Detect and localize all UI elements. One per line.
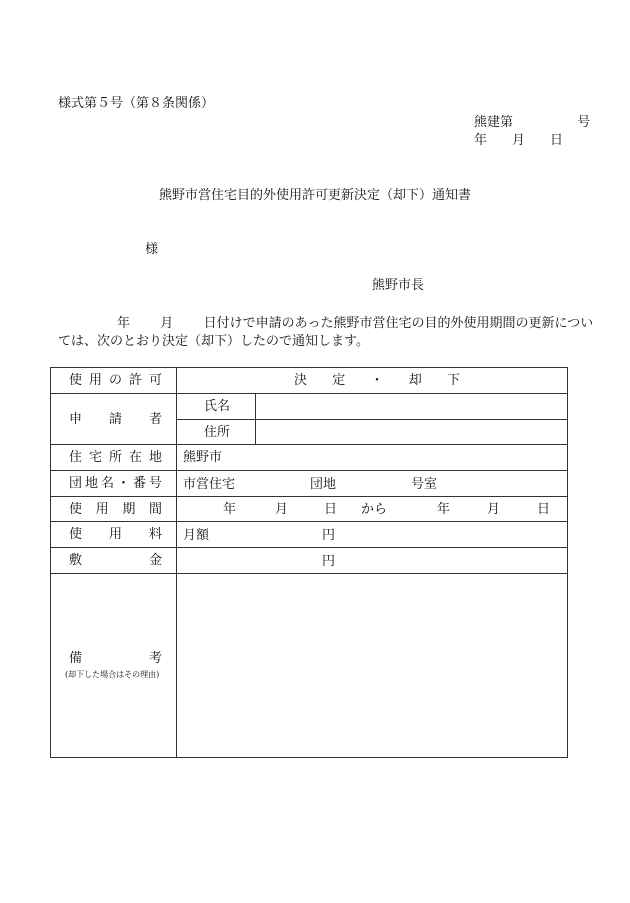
permit-options-cell: [177, 368, 568, 394]
period-month-1: 月: [275, 502, 289, 517]
period-day-2: 日: [537, 502, 551, 517]
period-year-1: 年: [223, 502, 237, 517]
complex-prefix: 市営住宅: [183, 477, 236, 492]
period-label-cell: [51, 497, 177, 522]
notice-table: [50, 367, 568, 758]
row-applicant-name: [51, 394, 568, 420]
remarks-label: 備 考: [69, 651, 162, 666]
row-complex: [51, 471, 568, 497]
form-number: 様式第５号（第８条関係）: [58, 96, 215, 111]
name-label: 氏名: [177, 394, 256, 420]
period-from: から: [361, 502, 388, 517]
name-field[interactable]: [256, 394, 568, 420]
document-number: [474, 116, 590, 129]
permit-option-3: 却: [408, 373, 422, 388]
period-label: 使 用 期 間: [69, 501, 162, 517]
period-year-2: 年: [437, 502, 451, 517]
complex-mid: 団地: [310, 477, 337, 492]
location-label-cell: [51, 445, 177, 471]
permit-option-separator: ・: [370, 373, 384, 388]
fee-prefix: 月額: [183, 528, 210, 543]
remarks-note: (却下した場合はその理由): [65, 670, 160, 679]
location-label: 住 宅 所 在 地: [69, 450, 162, 465]
deposit-label: 敷 金: [69, 553, 162, 568]
deposit-label-cell: [51, 548, 177, 574]
document-number-suffix: 号: [577, 115, 591, 130]
row-period: [51, 497, 568, 522]
permit-option-4: 下: [446, 373, 460, 388]
deposit-value-cell[interactable]: [177, 548, 568, 574]
complex-label: 団 地 名 ・ 番 号: [69, 476, 162, 491]
complex-label-cell: [51, 471, 177, 497]
document-number-prefix: 熊建第: [474, 115, 514, 130]
document-title: 熊野市営住宅目的外使用許可更新決定（却下）通知書: [159, 188, 472, 203]
fee-label-cell: [51, 522, 177, 548]
fee-value-cell[interactable]: [177, 522, 568, 548]
body-line-1: [117, 317, 593, 330]
address-label: 住所: [177, 420, 256, 445]
address-field[interactable]: [256, 420, 568, 445]
permit-option-1: 決: [294, 373, 308, 388]
deposit-unit: 円: [322, 554, 336, 569]
fee-unit: 円: [322, 528, 336, 543]
row-permit: [51, 368, 568, 394]
body-line-2: ては、次のとおり決定（却下）したので通知します。: [58, 334, 369, 349]
period-month-2: 月: [487, 502, 501, 517]
issue-date-year: 年: [474, 133, 488, 148]
permit-label-cell: [51, 368, 177, 394]
issue-date-day: 日: [550, 133, 564, 148]
permit-label: 使 用 の 許 可: [69, 373, 162, 388]
issue-date-month: 月: [512, 133, 526, 148]
complex-suffix: 号室: [411, 477, 438, 492]
applicant-label-cell: [51, 394, 177, 445]
period-day-1: 日: [324, 502, 338, 517]
body-year: 年: [117, 316, 131, 331]
complex-value-cell[interactable]: [177, 471, 568, 497]
body-line-1-text: 日付けで申請のあった熊野市営住宅の目的外使用期間の更新につい: [203, 316, 594, 331]
addressee-suffix: 様: [145, 242, 159, 257]
issuer: 熊野市長: [372, 278, 425, 293]
location-value[interactable]: 熊野市: [177, 445, 568, 471]
row-fee: [51, 522, 568, 548]
permit-option-2: 定: [332, 373, 346, 388]
row-location: [51, 445, 568, 471]
row-remarks: [51, 574, 568, 758]
fee-label: 使 用 料: [69, 527, 162, 542]
permit-options: [294, 374, 460, 387]
period-value-cell[interactable]: [177, 497, 568, 522]
remarks-label-cell: [51, 574, 177, 758]
row-deposit: [51, 548, 568, 574]
remarks-field[interactable]: [177, 574, 568, 758]
applicant-label: 申 請 者: [69, 411, 162, 427]
body-month: 月: [160, 316, 174, 331]
